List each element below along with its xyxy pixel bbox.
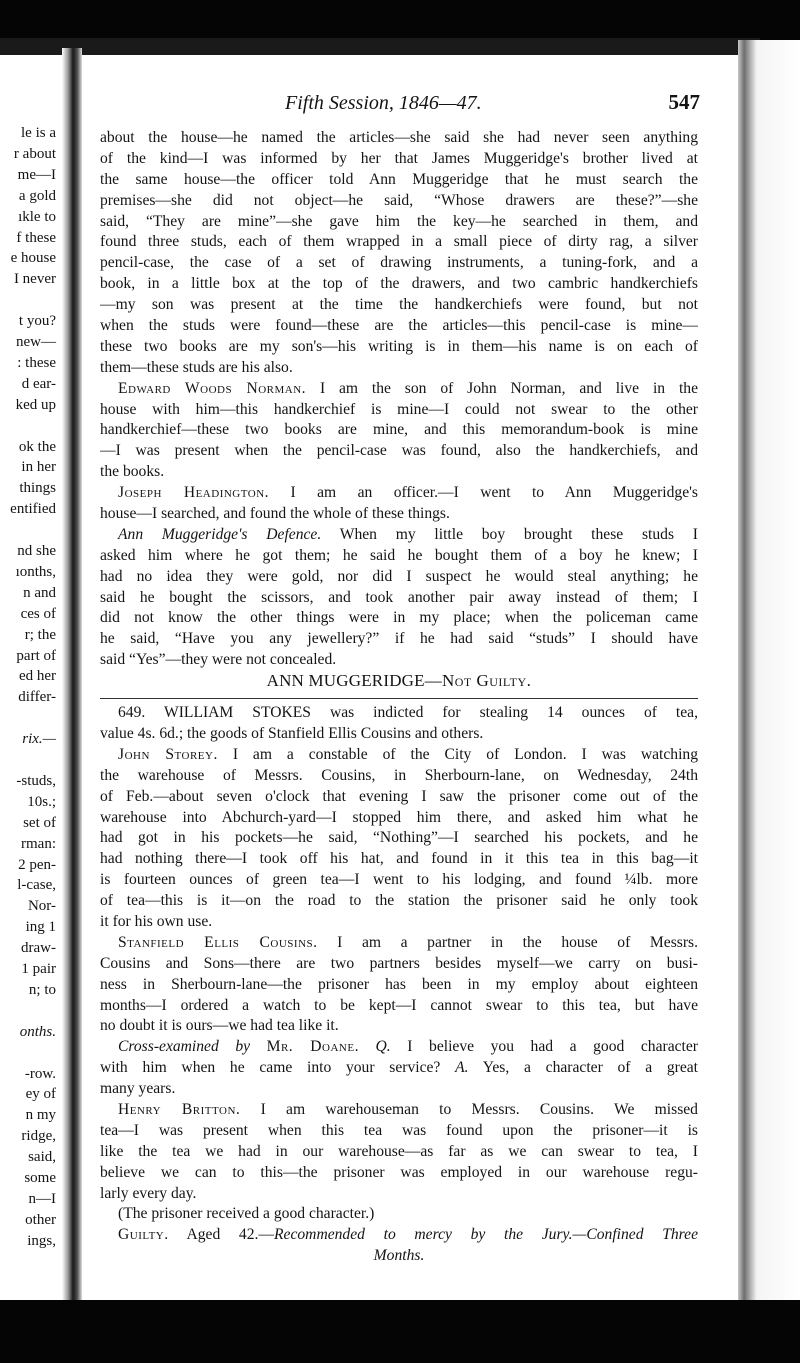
scan-top-border-edge xyxy=(0,38,760,55)
witness-name: Edward Woods Norman. xyxy=(118,379,307,397)
text-line: —my son was present at the time the handkerchiefs were found, but not xyxy=(100,296,698,314)
facing-page-line: r about xyxy=(13,145,56,162)
facing-page-line: ıonths, xyxy=(15,563,56,580)
case-divider xyxy=(100,698,698,699)
facing-page-line: things xyxy=(19,480,56,497)
facing-page-line: ked up xyxy=(15,396,56,413)
page-number: 547 xyxy=(668,90,700,114)
facing-page-line: rix.— xyxy=(22,731,56,748)
facing-page-line: n; to xyxy=(28,981,56,998)
facing-page-line: ok the xyxy=(18,438,56,455)
text-line: he said, “Have you any jewellery?” if he had said “studs” I should have xyxy=(100,630,698,648)
text-line: the warehouse of Messrs. Cousins, in Sherbourn-lane, on Wednesday, 24th xyxy=(100,766,698,784)
case-number: 649. xyxy=(118,704,146,722)
text-line: said, “They are mine”—she gave him the key—he searched in them, and xyxy=(100,212,698,230)
facing-page-line: n and xyxy=(23,584,56,601)
facing-page-line: differ- xyxy=(18,689,56,706)
text-line: months—I ordered a watch to be kept—I cannot swear to this tea, but have xyxy=(100,996,698,1014)
facing-page-line: 2 pen- xyxy=(18,856,56,873)
page-body xyxy=(100,128,698,1267)
defence-statement: Ann Muggeridge's Defence. When my little boy brought these studs I xyxy=(118,525,698,543)
text-line: of the kind—I was informed by her that James Muggeridge's brother lived at xyxy=(100,149,698,167)
facing-page-line: -row. xyxy=(24,1065,56,1082)
text-line: Cousins and Sons—there are two partners besides myself—we carry on busi- xyxy=(100,954,698,972)
text-line: them—these studs are his also. xyxy=(100,358,293,376)
facing-page-line: le is a xyxy=(21,125,56,141)
facing-page-line: a gold xyxy=(18,187,56,204)
facing-page-line: f these xyxy=(16,229,56,246)
text-line: —I was present when the pencil-case was found, also the handkerchiefs, and xyxy=(100,442,698,460)
text-line: of tea—this is it—on the road to the station the prisoner said he only took xyxy=(100,892,698,910)
testimony-britton: Henry Britton. I am warehouseman to Messrs. Cousins. We missed xyxy=(118,1100,698,1118)
text-line: handkerchief—these two books are mine, and this memorandum-book is mine xyxy=(100,421,698,439)
text-line: asked him where he got them; he said he bought them of a boy he knew; I xyxy=(100,546,698,564)
text-line: about the house—he named the articles—she said she had never seen anything xyxy=(100,129,698,146)
verdict-stokes: Guilty. Aged 42.—Recommended to mercy by the Jury.—Confined Three xyxy=(118,1226,698,1244)
facing-page-line: ey of xyxy=(25,1086,56,1103)
text-line: many years. xyxy=(100,1080,176,1098)
page-right-edge xyxy=(738,40,800,1310)
facing-page-line: e house xyxy=(10,250,56,267)
text-line: premises—she did not object—he said, “Whose drawers are these?”—she xyxy=(100,191,698,209)
testimony-storey: John Storey. I am a constable of the City of London. I was watching xyxy=(118,745,698,763)
text-line: tea—I was present when this tea was found upon the prisoner—it is xyxy=(100,1121,698,1139)
facing-page-line: nd she xyxy=(17,543,56,559)
text-line: no doubt it is ours—we had tea like it. xyxy=(100,1017,339,1035)
text-line: said he bought the scissors, and took another pair away instead of them; I xyxy=(100,588,698,606)
witness-name: Stanfield Ellis Cousins. xyxy=(118,933,318,951)
verdict-result: Guilty. xyxy=(118,1226,169,1244)
facing-page-line: ridge, xyxy=(21,1128,56,1145)
sentence: Recommended to mercy by the Jury.—Confined Three xyxy=(274,1226,698,1244)
text-line: with him when he came into your service? A. Yes, a character of a great xyxy=(100,1059,698,1077)
text-line: had got in his pockets—he said, “Nothing”—I searched his pockets, and he xyxy=(100,829,698,847)
text-line: house with him—this handkerchief is mine—I could not swear to the other xyxy=(100,400,698,418)
facing-page-line: said, xyxy=(28,1149,56,1166)
text-line: house—I searched, and found the whole of these things. xyxy=(100,505,450,523)
sentence-end: Months. xyxy=(373,1247,425,1265)
cross-examination: Cross-examined by Mr. Doane. Q. I believe you had a good character xyxy=(118,1038,698,1056)
facing-page-line: in her xyxy=(21,459,56,476)
counsel-name: Mr. Doane. xyxy=(266,1038,359,1056)
text-line: warehouse into Abchurch-yard—I stopped him there, and asked him what he xyxy=(100,808,698,826)
text-line: the same house—the officer told Ann Muggeridge that he must search the xyxy=(100,170,698,188)
facing-page-line: 10s.; xyxy=(27,793,56,810)
text-line: it for his own use. xyxy=(100,912,213,930)
running-title: Fifth Session, 1846—47. xyxy=(285,92,482,114)
facing-page-line: ing 1 xyxy=(25,919,56,936)
witness-name: Henry Britton. xyxy=(118,1100,241,1118)
defendant-name: WILLIAM STOKES xyxy=(164,704,311,722)
facing-page-line: other xyxy=(25,1211,56,1228)
testimony-norman: Edward Woods Norman. I am the son of John Norman, and live in the xyxy=(118,379,698,397)
facing-page-line: ıkle to xyxy=(18,208,56,225)
text-line: did not know the other things were in my place; when the policeman came xyxy=(100,609,698,627)
facing-page-line: l-case, xyxy=(17,877,56,894)
facing-page-line: 1 pair xyxy=(21,961,56,977)
facing-page-line: Nor- xyxy=(27,898,56,915)
facing-page-line: t you? xyxy=(18,313,56,330)
character-note: (The prisoner received a good character.) xyxy=(118,1205,375,1223)
text-line: when the studs were found—these are the articles—this pencil-case is mine— xyxy=(100,317,698,335)
facing-page-line: entified xyxy=(10,501,56,518)
facing-page-line: onths. xyxy=(19,1023,56,1040)
text-line: of Feb.—about seven o'clock that evening I saw the prisoner come out of the xyxy=(100,787,698,805)
text-line: is fourteen ounces of green tea—I went to his lodging, and found ¼lb. more xyxy=(100,871,698,889)
facing-page-fragment xyxy=(0,125,62,1275)
page-header xyxy=(100,86,700,118)
facing-page-line: part of xyxy=(16,647,56,664)
facing-page-line: ings, xyxy=(27,1232,56,1249)
facing-page-line: I never xyxy=(13,271,56,288)
text-line: said “Yes”—they were not concealed. xyxy=(100,651,337,669)
text-line: ness in Sherbourn-lane—the prisoner has been in my employ about eighteen xyxy=(100,975,698,993)
book-binding-gutter xyxy=(62,48,82,1306)
facing-page-line: draw- xyxy=(21,940,56,957)
facing-page-line: r; the xyxy=(24,626,56,643)
facing-page-line: ed her xyxy=(18,668,56,685)
facing-page-line: new— xyxy=(16,334,56,350)
defence-label: Ann Muggeridge's Defence. xyxy=(118,525,322,543)
testimony-headington: Joseph Headington. I am an officer.—I went to Ann Muggeridge's xyxy=(118,484,698,502)
text-line: these two books are my son's—his writing is in them—his name is on each of xyxy=(100,337,698,355)
text-line: believe we can to this—the prisoner was employed in our warehouse regu- xyxy=(100,1163,698,1181)
text-line: found three studs, each of them wrapped in a small piece of dirty rag, a silver xyxy=(100,233,698,251)
text-line: pencil-case, the case of a set of drawing instruments, a tuning-fork, and a xyxy=(100,254,698,272)
facing-page-line: set of xyxy=(23,814,56,831)
facing-page-line: d ear- xyxy=(21,375,56,392)
verdict-muggeridge: ANN MUGGERIDGE—Not Guilty. xyxy=(266,671,532,691)
text-line: value 4s. 6d.; the goods of Stanfield Ellis Cousins and others. xyxy=(100,724,484,742)
text-line: book, in a little box at the top of the drawers, and two cambric handkerchiefs xyxy=(100,275,698,293)
case-649-heading: 649. WILLIAM STOKES was indicted for stealing 14 ounces of tea, xyxy=(118,704,698,722)
facing-page-line: : these xyxy=(17,354,56,371)
text-line: had nothing there—I took off his hat, and found in it this tea in this bag—it xyxy=(100,850,698,868)
witness-name: John Storey. xyxy=(118,745,218,763)
text-line: like the tea we had in our warehouse—as far as we can swear to tea, I xyxy=(100,1142,698,1160)
testimony-cousins: Stanfield Ellis Cousins. I am a partner in the house of Messrs. xyxy=(118,933,698,951)
facing-page-line: ces of xyxy=(20,605,56,622)
facing-page-line: me—I xyxy=(17,166,56,183)
text-line: the books. xyxy=(100,463,165,481)
facing-page-line: -studs, xyxy=(16,772,56,789)
text-line: larly every day. xyxy=(100,1184,197,1202)
facing-page-line: rman: xyxy=(21,835,56,852)
facing-page-line: n my xyxy=(25,1107,56,1124)
witness-name: Joseph Headington. xyxy=(118,484,270,502)
facing-page-line: some xyxy=(24,1170,56,1186)
scan-bottom-border xyxy=(0,1300,800,1363)
text-line: had no idea they were gold, nor did I suspect he would steal anything; he xyxy=(100,567,698,585)
verdict-result: Not Guilty. xyxy=(441,671,532,691)
facing-page-line: n—I xyxy=(28,1190,56,1207)
